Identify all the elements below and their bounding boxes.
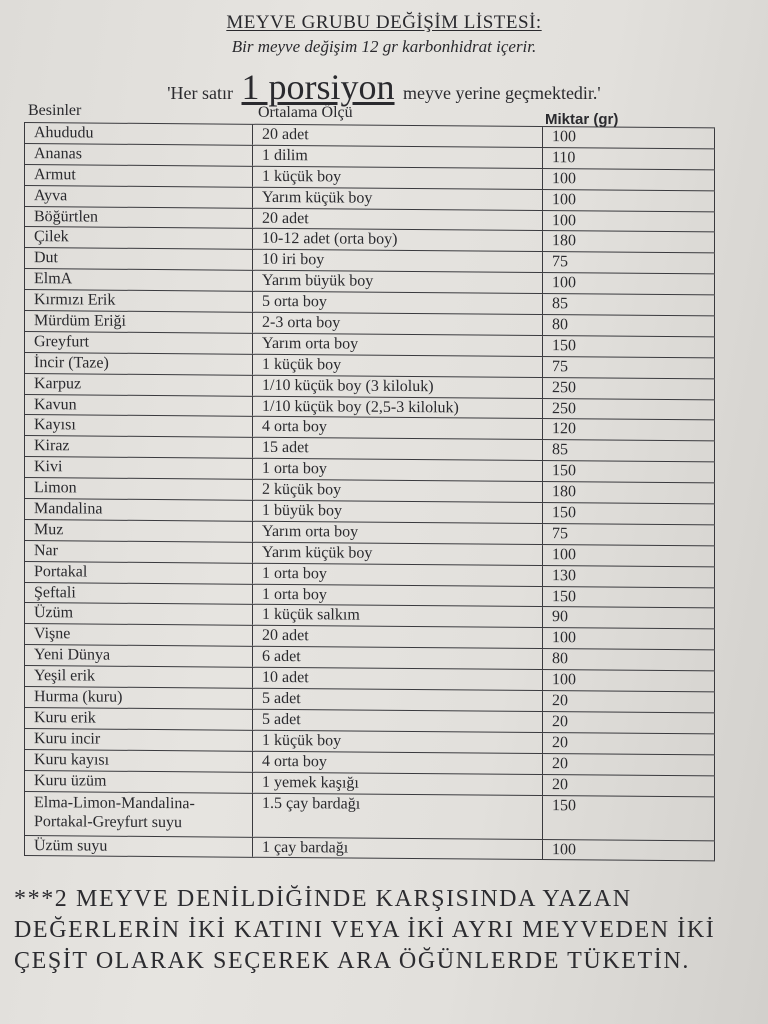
amount-cell: 100 [543,273,715,294]
food-cell: Kuru incir [25,729,253,751]
food-cell: Kiraz [25,436,253,458]
amount-cell: 85 [543,294,715,315]
food-cell: Kivi [25,457,253,479]
amount-cell: 250 [543,378,715,399]
measure-cell: 2-3 orta boy [253,313,543,335]
amount-cell: 250 [543,399,715,420]
amount-cell: 100 [543,211,715,232]
amount-cell: 85 [543,440,715,461]
amount-cell: 20 [543,775,715,796]
amount-cell: 180 [543,232,715,253]
measure-cell: Yarım küçük boy [253,543,543,565]
measure-cell: 1/10 küçük boy (3 kiloluk) [253,375,543,397]
amount-cell: 150 [543,461,715,482]
food-cell: Portakal [25,562,253,584]
portion-emphasis: 1 porsiyon [241,67,395,107]
measure-cell: 4 orta boy [253,752,543,774]
food-cell: Yeni Dünya [25,645,253,667]
fruit-exchange-table [24,122,715,862]
amount-cell: 75 [543,357,715,378]
food-cell: Mandalina [25,499,253,521]
measure-cell: 5 adet [253,689,543,711]
amount-cell: 20 [543,712,715,733]
amount-cell: 180 [543,482,715,503]
food-cell: Üzüm [25,603,253,625]
measure-cell: 2 küçük boy [253,480,543,502]
measure-cell: Yarım küçük boy [253,187,543,209]
column-header-measure: Ortalama Ölçü [258,104,353,121]
amount-cell: 110 [543,148,715,169]
food-cell: Kuru kayısı [25,750,253,772]
measure-cell: 1 orta boy [253,459,543,481]
measure-cell: 10 iri boy [253,250,543,272]
food-cell: Ananas [25,144,253,166]
food-cell: Ahududu [25,123,253,145]
measure-cell: 1 küçük boy [253,731,543,753]
food-cell: Elma-Limon-Mandalina-Portakal-Greyfurt suyu [25,792,253,837]
food-cell: Vişne [25,624,253,646]
measure-cell: 4 orta boy [253,417,543,439]
amount-cell: 20 [543,754,715,775]
measure-cell: 20 adet [253,125,543,147]
column-header-amount: Miktar (gr) [545,111,619,128]
measure-cell: Yarım orta boy [253,522,543,544]
amount-cell: 90 [543,608,715,629]
amount-cell: 20 [543,691,715,712]
food-cell: Kavun [25,395,253,417]
food-cell: ElmA [25,269,253,291]
food-cell: Greyfurt [25,332,253,354]
amount-cell: 20 [543,733,715,754]
measure-cell: 1 küçük salkım [253,605,543,627]
measure-cell: 10-12 adet (orta boy) [253,229,543,251]
food-cell: Kırmızı Erik [25,290,253,312]
food-cell: Böğürtlen [25,207,253,229]
portion-statement [0,66,768,108]
food-cell: Mürdüm Eriği [25,311,253,333]
food-cell: İncir (Taze) [25,353,253,375]
food-cell: Kuru üzüm [25,771,253,793]
measure-cell: 15 adet [253,438,543,460]
portion-suffix: meyve yerine geçmektedir.' [403,83,601,103]
measure-cell: Yarım orta boy [253,334,543,356]
amount-cell: 75 [543,524,715,545]
amount-cell: 100 [543,127,715,148]
measure-cell: 5 orta boy [253,292,543,314]
amount-cell: 100 [543,169,715,190]
amount-cell: 150 [543,796,715,840]
amount-cell: 100 [543,190,715,211]
amount-cell: 150 [543,503,715,524]
portion-prefix: 'Her satır [167,83,234,103]
food-cell: Çilek [25,227,253,249]
measure-cell: 10 adet [253,668,543,690]
amount-cell: 80 [543,315,715,336]
amount-cell: 75 [543,252,715,273]
food-cell: Muz [25,520,253,542]
table-row [25,836,715,862]
measure-cell: Yarım büyük boy [253,271,543,293]
food-cell: Kayısı [25,415,253,437]
measure-cell: 1 orta boy [253,564,543,586]
footer-note: ***2 MEYVE DENİLDİĞİNDE KARŞISINDA YAZAN DEĞERLERİN İKİ KATINI VEYA İKİ AYRI MEYVEDEN İKİ ÇEŞİT OLARAK SEÇEREK ARA ÖĞÜNLERDE TÜKETİN. [14,886,716,974]
food-cell: Armut [25,165,253,187]
measure-cell: 1 küçük boy [253,167,543,189]
amount-cell: 100 [543,840,715,861]
food-cell: Kuru erik [25,708,253,730]
amount-cell: 150 [543,587,715,608]
table-row [25,792,715,841]
amount-cell: 120 [543,420,715,441]
amount-cell: 100 [543,670,715,691]
measure-cell: 20 adet [253,626,543,648]
food-cell: Hurma (kuru) [25,687,253,709]
measure-cell: 1 dilim [253,146,543,168]
measure-cell: 1 orta boy [253,584,543,606]
food-cell: Limon [25,478,253,500]
measure-cell: 1 yemek kaşığı [253,772,543,794]
amount-cell: 80 [543,649,715,670]
measure-cell: 1.5 çay bardağı [253,793,543,838]
measure-cell: 1 küçük boy [253,355,543,377]
food-cell: Yeşil erik [25,666,253,688]
amount-cell: 100 [543,628,715,649]
food-cell: Üzüm suyu [25,836,253,858]
amount-cell: 150 [543,336,715,357]
food-cell: Dut [25,248,253,270]
page-title: MEYVE GRUBU DEĞİŞİM LİSTESİ: [226,12,542,33]
food-cell: Karpuz [25,374,253,396]
measure-cell: 5 adet [253,710,543,732]
amount-cell: 100 [543,545,715,566]
column-header-food: Besinler [28,102,82,119]
measure-cell: 1 çay bardağı [253,837,543,859]
measure-cell: 6 adet [253,647,543,669]
measure-cell: 1 büyük boy [253,501,543,523]
measure-cell: 1/10 küçük boy (2,5-3 kiloluk) [253,396,543,418]
page-subtitle: Bir meyve değişim 12 gr karbonhidrat içerir. [231,37,537,56]
amount-cell: 130 [543,566,715,587]
food-cell: Şeftali [25,583,253,605]
food-cell: Nar [25,541,253,563]
food-cell: Ayva [25,186,253,208]
measure-cell: 20 adet [253,208,543,230]
